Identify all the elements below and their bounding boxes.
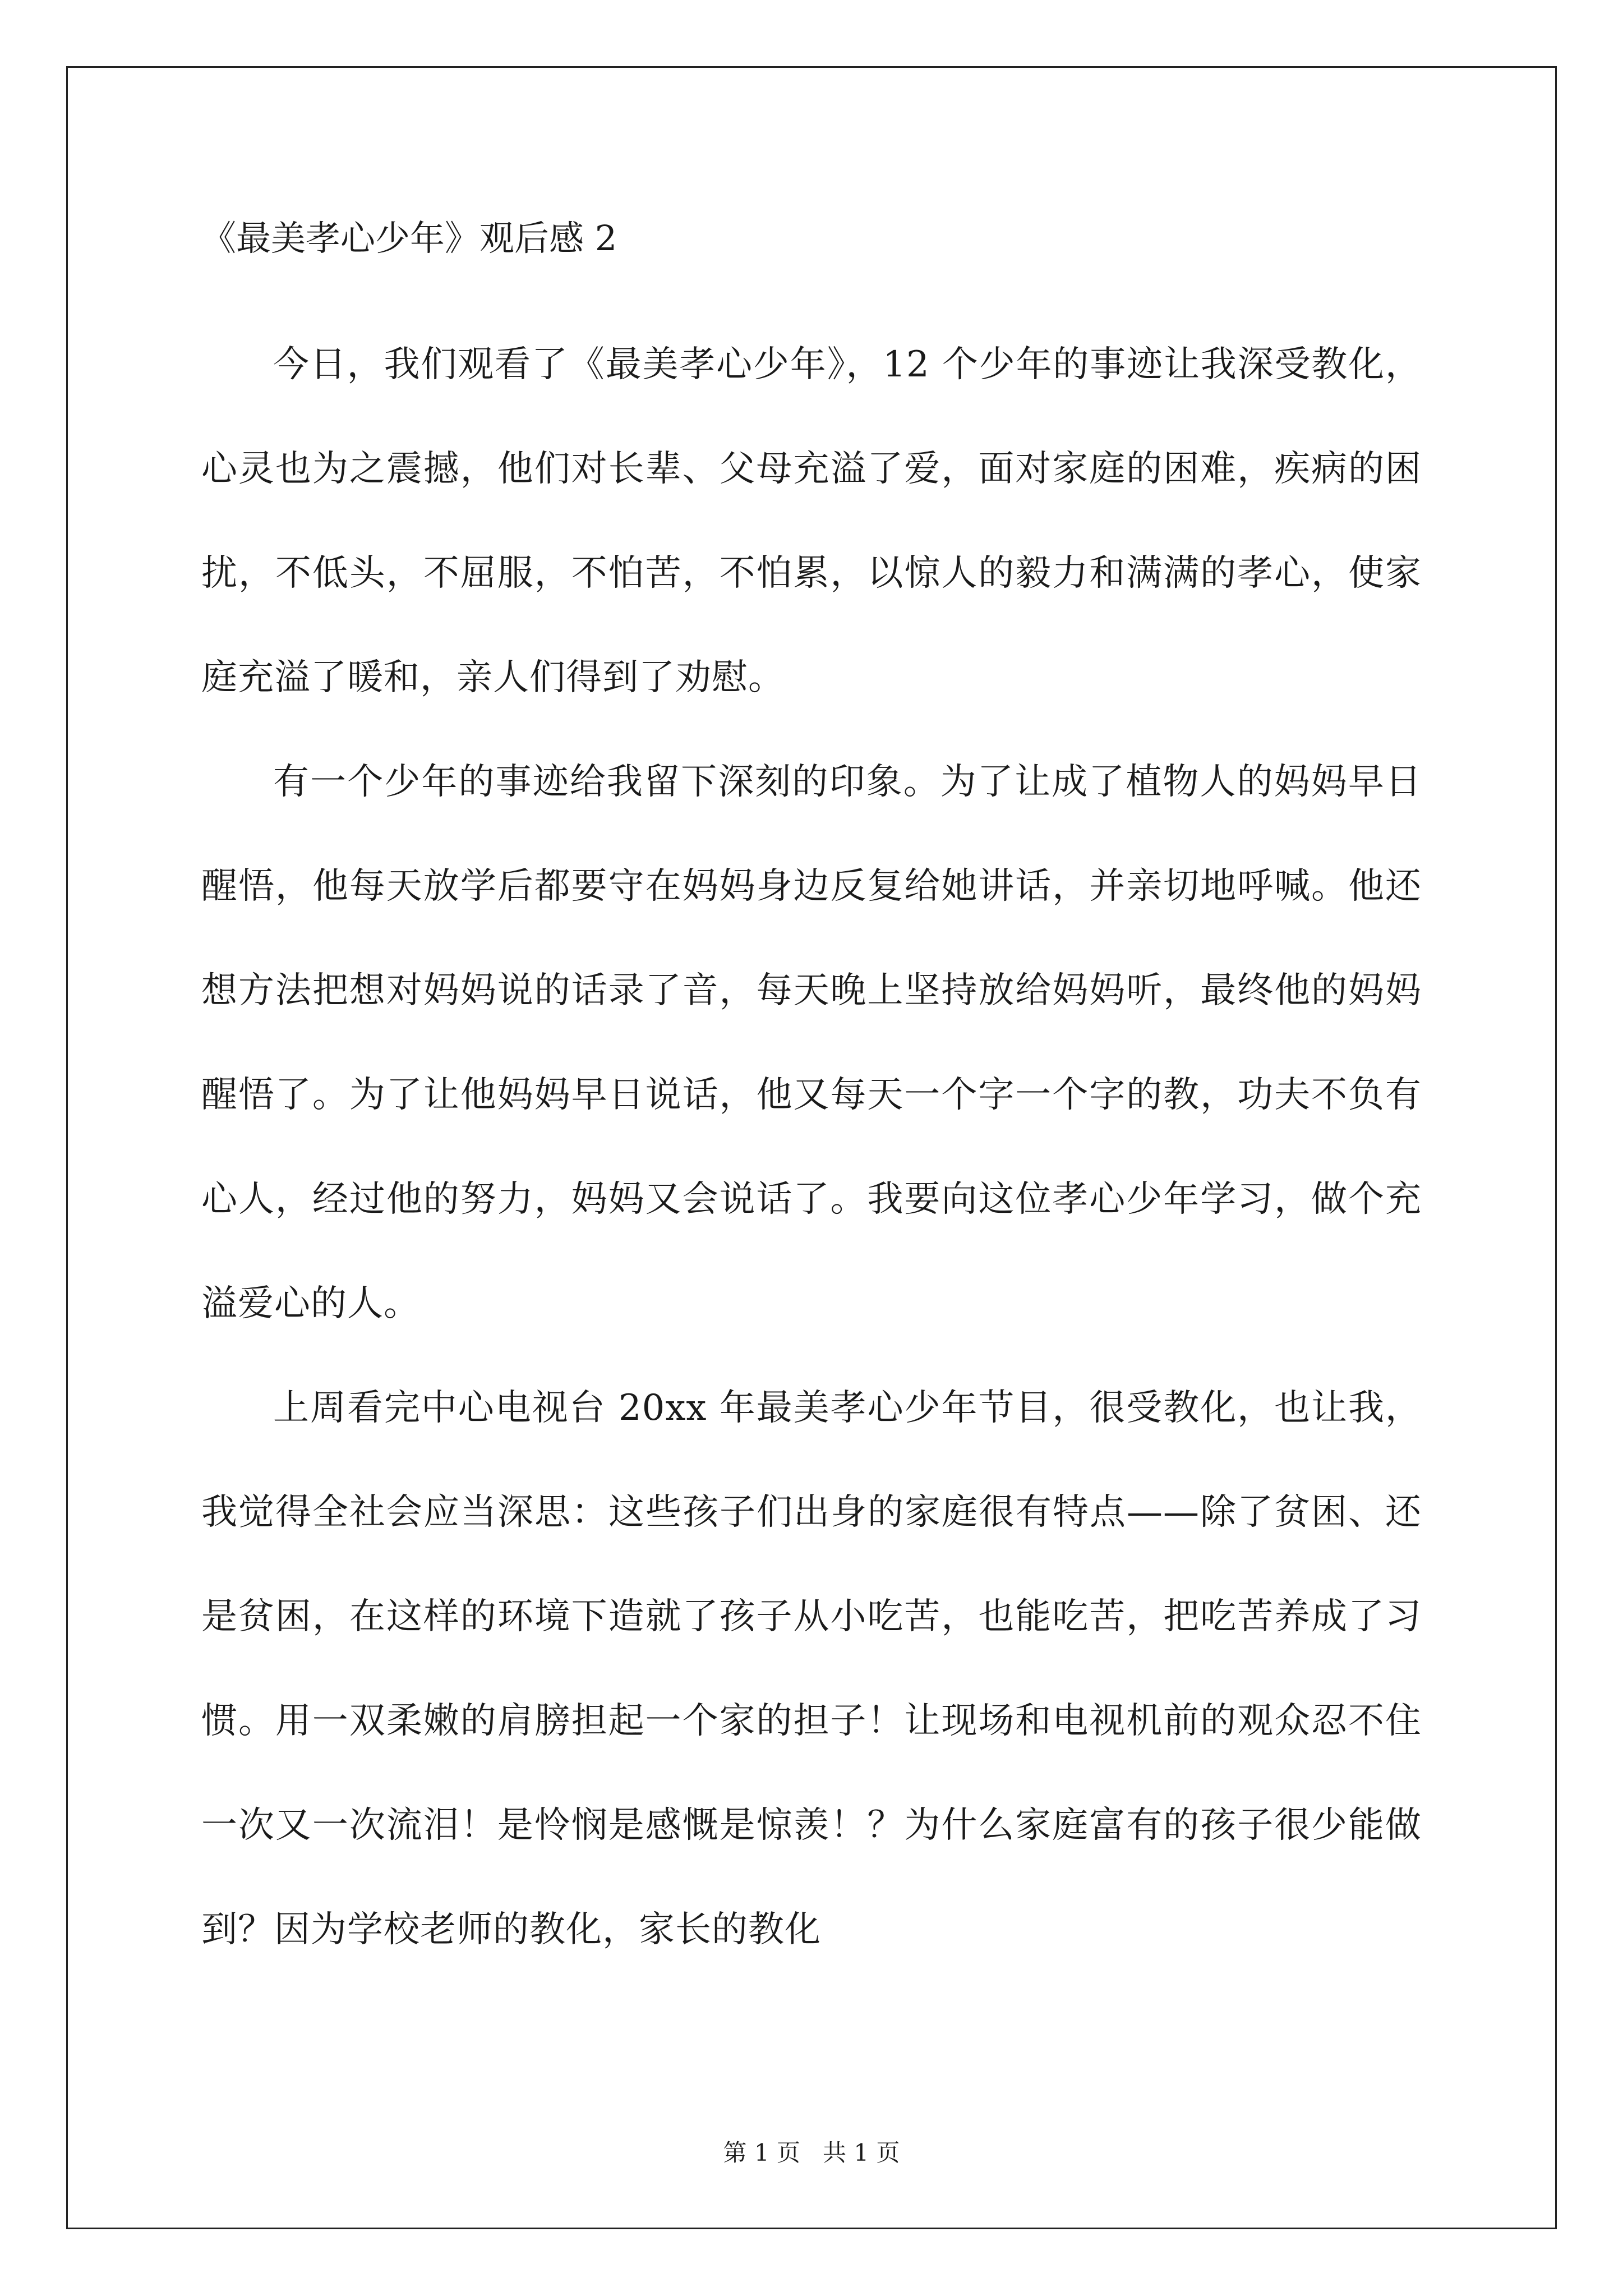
page-total: 共 1 页 xyxy=(823,2139,900,2166)
document-title: 《最美孝心少年》观后感 2 xyxy=(201,218,617,259)
paragraph-3: 上周看完中心电视台 20xx 年最美孝心少年节目，很受教化，也让我，我觉得全社会应当深思：这些孩子们出身的家庭很有特点——除了贫困、还是贫困，在这样的环境下造就了孩子从小吃苦，也能吃苦，把吃苦养成了习惯。用一双柔嫩的肩膀担起一个家的担子！让现场和电视机前的观众忍不住一次又一次流泪！是怜悯是感慨是惊羡！？为什么家庭富有的孩子很少能做到？因为学校老师的教化，家长的教化 xyxy=(201,1387,1422,1950)
page-number: 第 1 页 xyxy=(723,2139,800,2166)
paragraph-2: 有一个少年的事迹给我留下深刻的印象。为了让成了植物人的妈妈早日醒悟，他每天放学后都要守在妈妈身边反复给她讲话，并亲切地呼喊。他还想方法把想对妈妈说的话录了音，每天晚上坚持放给妈妈听，最终他的妈妈醒悟了。为了让他妈妈早日说话，他又每天一个字一个字的教，功夫不负有心人，经过他的努力，妈妈又会说话了。我要向这位孝心少年学习，做个充溢爱心的人。 xyxy=(201,761,1422,1324)
footer-spacer xyxy=(800,2139,823,2166)
paragraph-1: 今日，我们观看了《最美孝心少年》，12 个少年的事迹让我深受教化，心灵也为之震撼，他们对长辈、父母充溢了爱，面对家庭的困难，疾病的困扰，不低头，不屈服，不怕苦，不怕累，以惊人的毅力和满满的孝心，使家庭充溢了暖和，亲人们得到了劝慰。 xyxy=(201,344,1422,698)
document-body xyxy=(201,216,1422,1982)
page-footer xyxy=(0,2139,1623,2167)
